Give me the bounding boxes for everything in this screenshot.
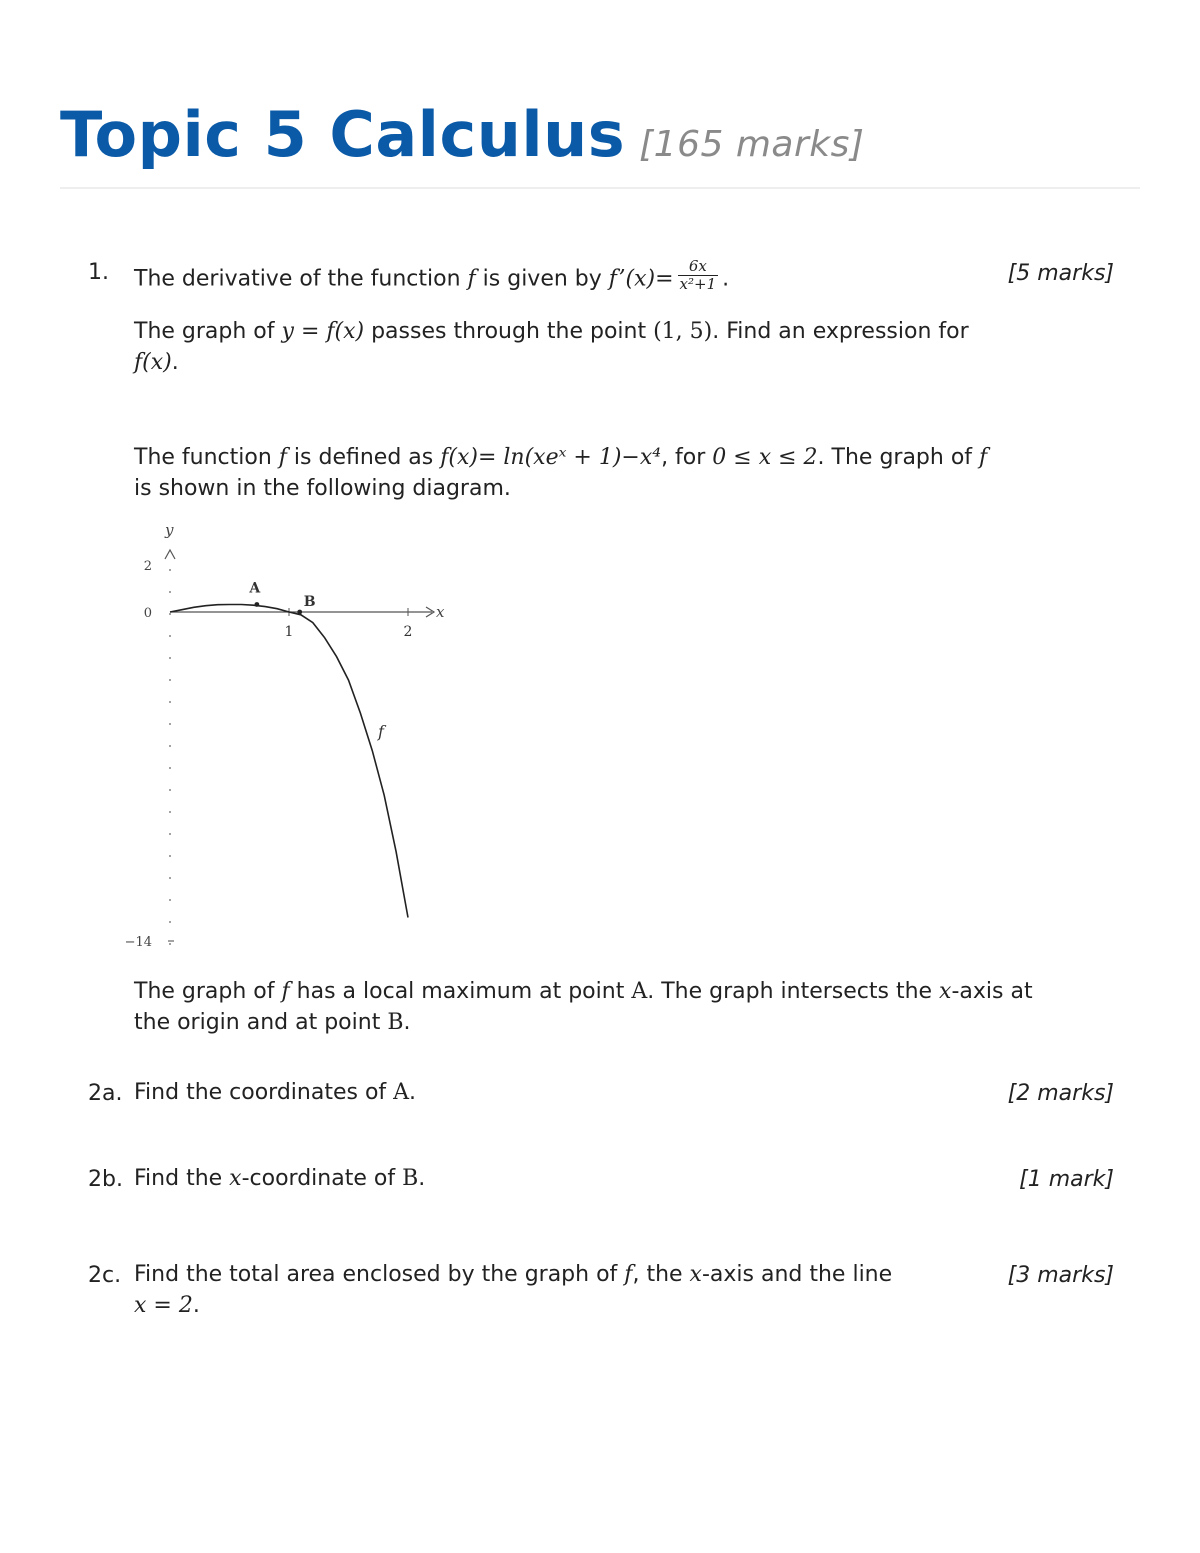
- y-axis-label: y: [165, 521, 174, 539]
- curve-label: f: [378, 722, 384, 741]
- x-tick-label: 1: [284, 624, 294, 640]
- y-axis-arrow: [165, 550, 175, 559]
- point-b: [297, 610, 302, 615]
- title-text: Topic 5 Calculus: [60, 98, 626, 171]
- derivative-fraction: $\frac{6x}{\text{x²+1}}$: [679, 257, 717, 293]
- question-2a-text: Find the coordinates of A.: [134, 1080, 417, 1105]
- y-tick-label: 0: [143, 606, 152, 621]
- function-definition: f(x)= ln(xeˣ + 1)−x⁴: [440, 445, 662, 470]
- page-title: [60, 98, 864, 171]
- question-2-intro: The function f is defined as f(x)= ln(xeˣ + 1)−x⁴, for 0 ≤ x ≤ 2. The graph of f is shown in the following diagram.: [134, 445, 988, 501]
- question-2c-marks: [3 marks]: [1007, 1263, 1114, 1288]
- question-1-line-2: The graph of y = f(x) passes through the point (1, 5). Find an expression for f(x).: [134, 319, 969, 375]
- title-divider: [60, 187, 1140, 189]
- question-2a-number: 2a.: [88, 1081, 123, 1106]
- question-2b-marks: [1 mark]: [1019, 1167, 1114, 1192]
- x-tick-label: 2: [403, 624, 413, 640]
- point-a: [254, 602, 259, 607]
- y-tick-label: 2: [143, 559, 152, 574]
- y-tick-label: −14: [124, 935, 152, 950]
- question-2a-marks: [2 marks]: [1007, 1081, 1114, 1106]
- question-1-marks: [5 marks]: [1007, 261, 1114, 286]
- x-axis-label: x: [436, 603, 445, 621]
- point-a-label: A: [249, 580, 261, 597]
- total-marks: [165 marks]: [639, 124, 865, 165]
- question-1-number: 1.: [88, 260, 109, 285]
- derivative-lhs: f’(x)=: [608, 266, 674, 292]
- question-2b-number: 2b.: [88, 1167, 123, 1192]
- question-2b-text: Find the x-coordinate of B.: [134, 1166, 426, 1191]
- plot-area: [125, 521, 445, 950]
- question-1-line-1: The derivative of the function f is given by f’(x)= $\frac{6x}{\text{x²+1}}$ .: [134, 257, 730, 293]
- function-curve: [170, 605, 408, 918]
- question-2-description: The graph of f has a local maximum at point A. The graph intersects the x-axis at the origin and at point B.: [134, 979, 1033, 1035]
- question-2c-text: Find the total area enclosed by the graph of f, the x-axis and the line x = 2.: [134, 1262, 893, 1318]
- question-2c-number: 2c.: [88, 1263, 122, 1288]
- point-b-label: B: [303, 594, 316, 610]
- function-graph: [124, 515, 460, 955]
